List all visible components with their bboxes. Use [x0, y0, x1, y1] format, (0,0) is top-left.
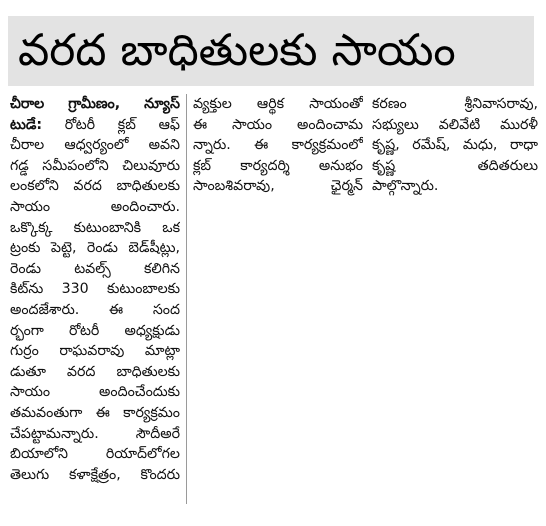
article-line: ఒక్కొక్క కుటుంబానికి ఒక	[10, 219, 180, 236]
article-line: వ్యక్తుల ఆర్థిక సాయంతో	[193, 96, 363, 112]
article-line: అందజేశారు. ఈ సంద	[10, 301, 180, 318]
article-line: తెలుగు కళాక్షేత్రం, కొందరు	[10, 466, 180, 483]
article-line: గడ్డ సమీపంలోని చిలువూరు	[10, 157, 180, 174]
article-column-3	[372, 94, 538, 197]
article-line: తమవంతుగా ఈ కార్యక్రమం	[10, 404, 180, 421]
article-line	[10, 94, 180, 115]
headline-banner	[8, 16, 534, 86]
article-line: కృష్ణ, రమేష్, మధు, రాధా	[372, 137, 538, 154]
article-line: చేపట్టామన్నారు. సౌదీఅరే	[10, 425, 180, 442]
article-line: పాల్గొన్నారు.	[372, 178, 439, 195]
headline: వరద బాధితులకు సాయం	[18, 25, 456, 76]
article-line: గుర్రం రాఘవరావు మాట్లా	[10, 343, 180, 360]
article-line: న్నారు. ఈ కార్యక్రమంలో	[193, 137, 363, 154]
dateline: టుడే:	[10, 116, 43, 133]
article-line: టుడే: రోటరీ క్లబ్ ఆఫ్	[10, 116, 180, 133]
article-line: రెండు టవల్స్ కలిగిన	[10, 260, 180, 277]
article-line: సాయం అందించారు.	[10, 198, 180, 215]
article-line: ట్రంకు పెట్టె, రెండు బెడ్‌షీట్లు,	[10, 240, 180, 257]
article-line: కిట్‌ను 330 కుటుంబాలకు	[10, 281, 180, 298]
article-column-1	[10, 94, 187, 504]
article-line: సాంబశివరావు, ఛైర్మన్	[193, 178, 363, 195]
article-line: చీరాల ఆధ్వర్యంలో అవని	[10, 137, 180, 154]
article-line: కృష్ణ తదితరులు	[372, 157, 538, 174]
article-line: సాయం అందించేందుకు	[10, 384, 180, 401]
article-line: ర్భంగా రోటరీ అధ్యక్షుడు	[10, 322, 180, 339]
dateline: చీరాల గ్రామీణం, న్యూస్	[10, 96, 180, 112]
article-line: సభ్యులు వలివేటి మురళీ	[372, 116, 538, 133]
article-column-2	[193, 94, 363, 197]
article-line: లంకలోని వరద బాధితులకు	[10, 178, 180, 195]
article-line: కరణం శ్రీనివాసరావు,	[372, 96, 538, 112]
article-line: డుతూ వరద బాధితులకు	[10, 363, 180, 380]
article-line: ఈ సాయం అందించామ	[193, 116, 363, 133]
article-line: క్లబ్ కార్యదర్శి అనుభం	[193, 157, 363, 174]
article-line: బియాలోని రియాద్‌లోగల	[10, 446, 180, 463]
